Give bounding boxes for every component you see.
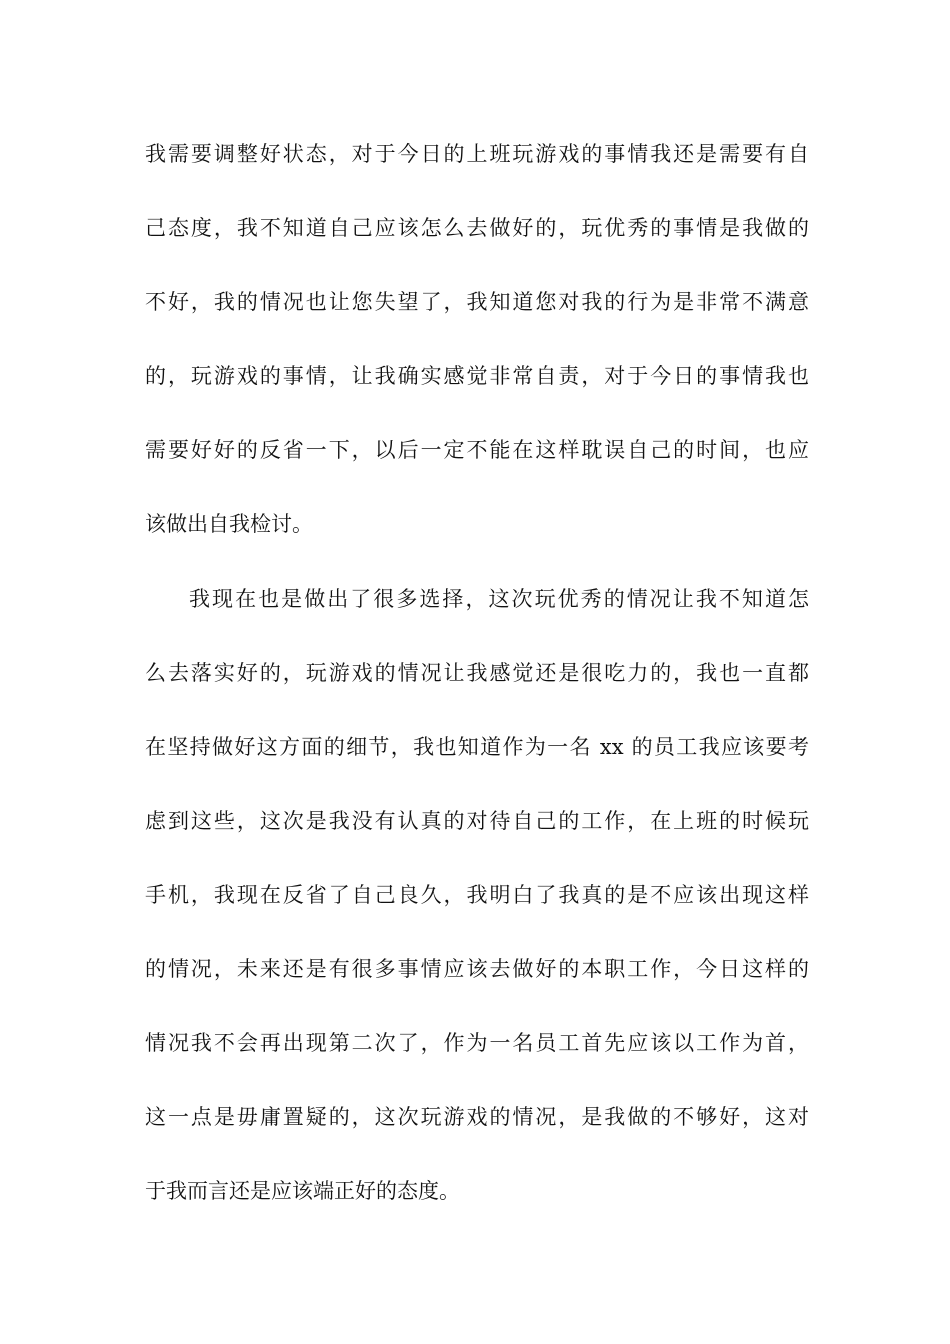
- text-line: 的情况，未来还是有很多事情应该去做好的本职工作，今日这样的: [145, 957, 809, 981]
- text-line: 么去落实好的，玩游戏的情况让我感觉还是很吃力的，我也一直都: [145, 661, 809, 685]
- text-line: 情况我不会再出现第二次了，作为一名员工首先应该以工作为首，: [145, 1031, 809, 1055]
- text-line: 己态度，我不知道自己应该怎么去做好的，玩优秀的事情是我做的: [145, 216, 809, 240]
- text-line: 在坚持做好这方面的细节，我也知道作为一名 xx 的员工我应该要考: [145, 735, 809, 759]
- text-line: 手机，我现在反省了自己良久，我明白了我真的是不应该出现这样: [145, 883, 809, 907]
- text-line: 于我而言还是应该端正好的态度。: [145, 1179, 460, 1203]
- text-line: 这一点是毋庸置疑的，这次玩游戏的情况，是我做的不够好，这对: [145, 1105, 809, 1129]
- text-line: 的，玩游戏的事情，让我确实感觉非常自责，对于今日的事情我也: [145, 364, 809, 388]
- text-line: 需要好好的反省一下，以后一定不能在这样耽误自己的时间，也应: [145, 438, 809, 462]
- text-line: 虑到这些，这次是我没有认真的对待自己的工作，在上班的时候玩: [145, 809, 809, 833]
- text-line: 我需要调整好状态，对于今日的上班玩游戏的事情我还是需要有自: [145, 142, 809, 166]
- text-line: 不好，我的情况也让您失望了，我知道您对我的行为是非常不满意: [145, 290, 809, 314]
- text-line: 该做出自我检讨。: [145, 512, 313, 536]
- text-line: 我现在也是做出了很多选择，这次玩优秀的情况让我不知道怎: [189, 587, 809, 611]
